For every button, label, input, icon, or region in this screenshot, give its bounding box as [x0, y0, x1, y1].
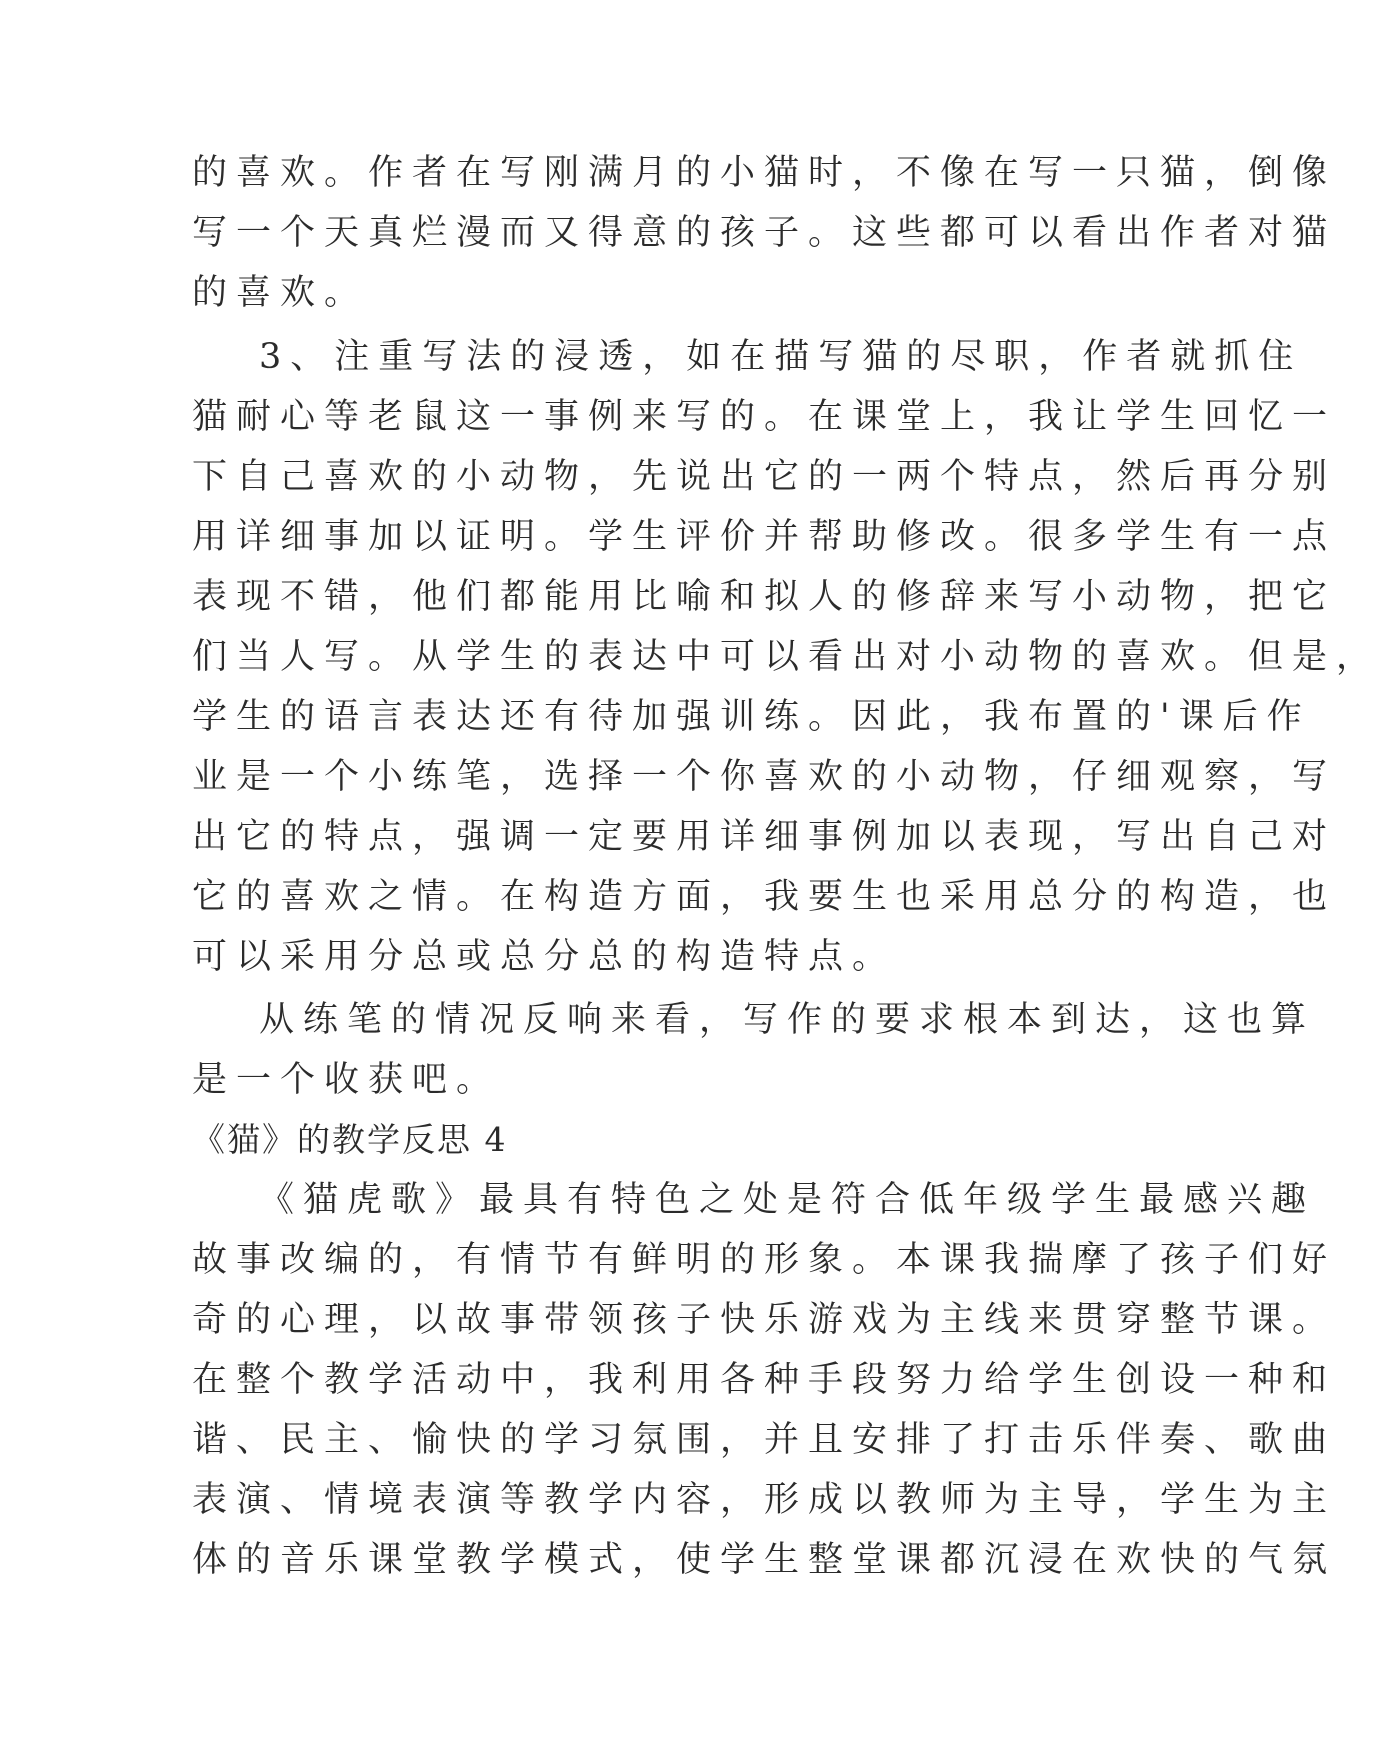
text-line: 3、注重写法的浸透，如在描写猫的尽职，作者就抓住	[259, 337, 1303, 377]
text-line: 写一个天真烂漫而又得意的孩子。这些都可以看出作者对猫	[192, 213, 1337, 253]
text-line: 表演、情境表演等教学内容，形成以教师为主导，学生为主	[192, 1480, 1337, 1520]
text-line: 的喜欢。作者在写刚满月的小猫时，不像在写一只猫，倒像	[192, 153, 1337, 193]
text-line: 的喜欢。	[192, 273, 369, 313]
section-heading: 《猫》的教学反思 4	[192, 1120, 508, 1159]
text-line: 奇的心理，以故事带领孩子快乐游戏为主线来贯穿整节课。	[192, 1300, 1337, 1340]
text-line: 下自己喜欢的小动物，先说出它的一两个特点，然后再分别	[192, 457, 1337, 497]
text-line: 是一个收获吧。	[192, 1060, 501, 1100]
text-line: 表现不错，他们都能用比喻和拟人的修辞来写小动物，把它	[192, 577, 1337, 617]
text-line: 它的喜欢之情。在构造方面，我要生也采用总分的构造，也	[192, 877, 1337, 917]
text-line: 从练笔的情况反响来看，写作的要求根本到达，这也算	[259, 1000, 1316, 1040]
text-line: 体的音乐课堂教学模式，使学生整堂课都沉浸在欢快的气氛	[192, 1540, 1337, 1580]
text-line: 故事改编的，有情节有鲜明的形象。本课我揣摩了孩子们好	[192, 1240, 1337, 1280]
text-line: 《猫虎歌》最具有特色之处是符合低年级学生最感兴趣	[259, 1180, 1316, 1220]
text-line: 用详细事加以证明。学生评价并帮助修改。很多学生有一点	[192, 517, 1337, 557]
text-line: 在整个教学活动中，我利用各种手段努力给学生创设一种和	[192, 1360, 1337, 1400]
text-line: 们当人写。从学生的表达中可以看出对小动物的喜欢。但是，	[192, 637, 1380, 677]
text-line: 猫耐心等老鼠这一事例来写的。在课堂上，我让学生回忆一	[192, 397, 1337, 437]
text-line: 出它的特点，强调一定要用详细事例加以表现，写出自己对	[192, 817, 1337, 857]
text-line: 可以采用分总或总分总的构造特点。	[192, 937, 897, 977]
text-line: 业是一个小练笔，选择一个你喜欢的小动物，仔细观察，写	[192, 757, 1337, 797]
text-line: 谐、民主、愉快的学习氛围，并且安排了打击乐伴奏、歌曲	[192, 1420, 1337, 1460]
text-line: 学生的语言表达还有待加强训练。因此，我布置的'课后作	[192, 697, 1311, 737]
